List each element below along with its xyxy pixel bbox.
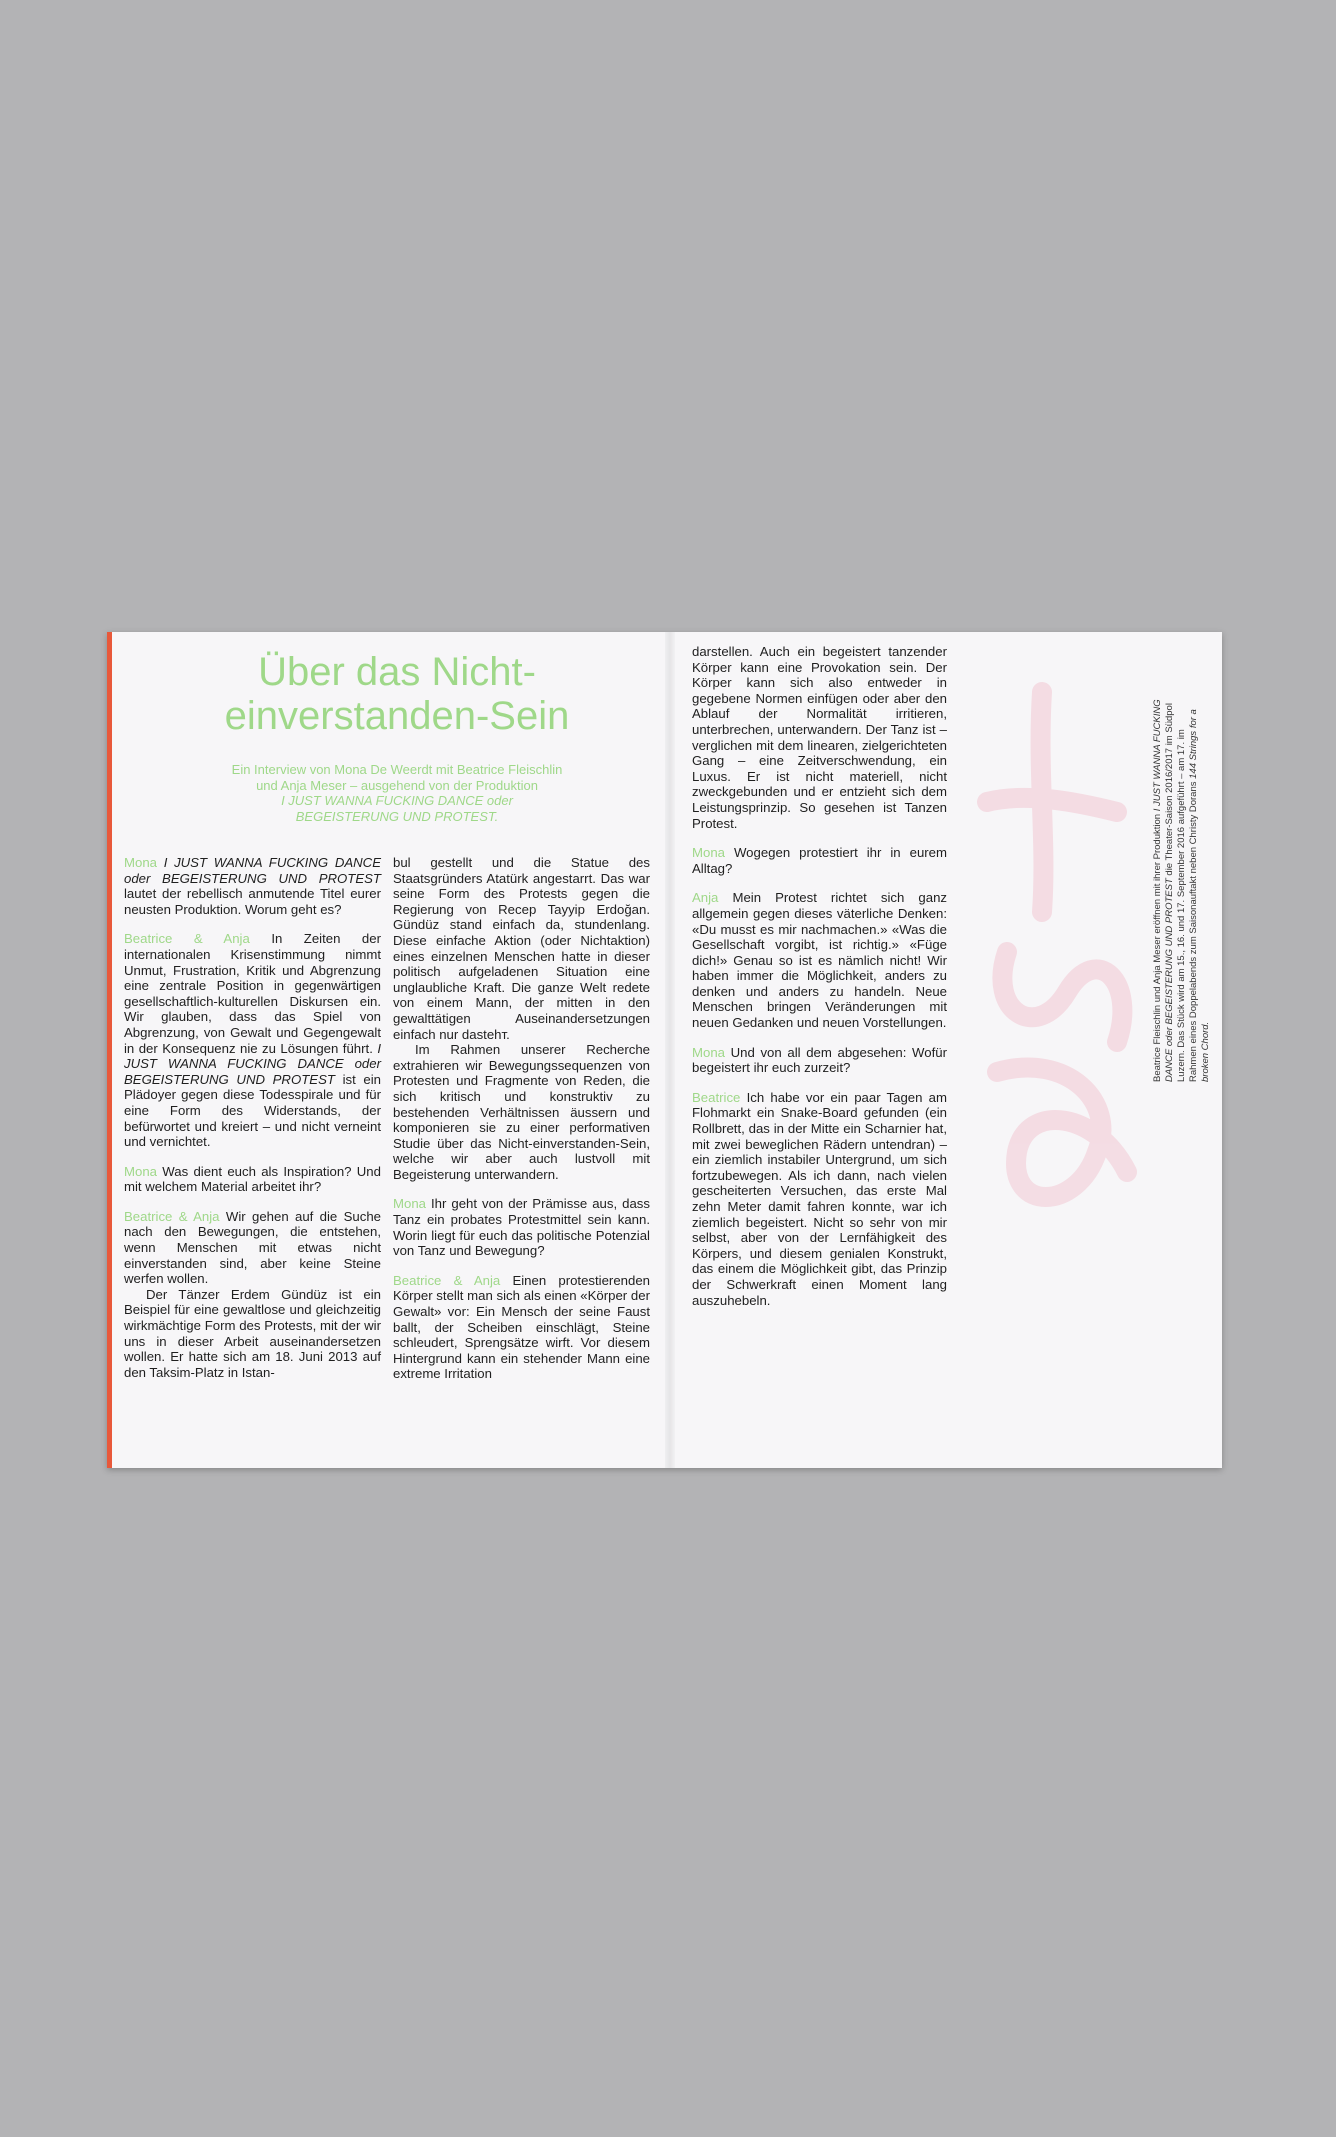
column-3 — [692, 644, 947, 1322]
speaker-label: Mona — [124, 855, 157, 870]
production-title: I JUST WANNA FUCKING DANCE oder BEGEISTERUNG UND PROTEST — [124, 855, 381, 886]
paragraph — [692, 1090, 947, 1308]
paragraph — [124, 855, 381, 917]
page-fold — [665, 632, 675, 1468]
column-2 — [393, 855, 650, 1396]
sidenote-title: 144 Strings for a broken Chord. — [1188, 709, 1211, 1082]
paragraph-text: Was dient euch als Inspiration? Und mit welchem Material arbeitet ihr? — [124, 1163, 381, 1195]
paragraph — [393, 1273, 650, 1382]
paragraph — [393, 1042, 650, 1182]
intro-line-3: I JUST WANNA FUCKING DANCE oder — [281, 793, 513, 808]
intro-credits — [187, 762, 607, 824]
paragraph-text: Ich habe vor ein paar Tagen am Flohmarkt ein Snake-Board gefunden (ein Rollbrett, das in der Mitte ein Scharnier hat, mit zwei beweglichen Rädern untendran) – ein ziemlich instabiler Untergrund, um sich fortzubewegen. Als ich dann, nach vielen gescheiterten Versuchen, das erste Mal zehn Meter damit fahren konnte, war ich ziemlich begeistert. Nicht so sehr von mir selbst, aber von der Lernfähigkeit des Körpers, und diesem genialen Konstrukt, das einem die Möglichkeit gibt, das Prinzip der Schwerkraft einen Moment lang auszuhebeln. — [692, 1089, 947, 1308]
paragraph-text: Wogegen protestiert ihr in eurem Alltag? — [692, 845, 947, 876]
paragraph-text: Im Rahmen unserer Recherche extrahieren wir Bewegungssequenzen von Protesten und Fragmente von Reden, die sich kritisch und konstruktiv zu bestehenden Verhältnissen äussern und komponieren sie zu einer performativen Studie über das Nicht-einverstanden-Sein, welche wir aber auch lustvoll mit Begeisterung unterwandern. — [393, 1042, 650, 1182]
paragraph-text: Ihr geht von der Prämisse aus, dass Tanz ein probates Protestmittel sein kann. Worin liegt für euch das politische Potenzial von Tanz und Bewegung? — [393, 1196, 650, 1259]
paragraph-text: Wir gehen auf die Suche nach den Bewegungen, die entstehen, wenn Menschen mit etwas nicht einverstanden sind, aber keine Steine werfen wollen. — [124, 1208, 381, 1287]
red-page-edge — [107, 632, 112, 1468]
speaker-label: Beatrice & Anja — [124, 931, 250, 947]
speaker-label: Mona — [692, 845, 725, 861]
paragraph — [692, 890, 947, 1030]
sidenote-title: I JUST WANNA FUCKING DANCE oder BEGEISTERUNG UND PROTEST — [1152, 699, 1175, 1082]
production-title: I JUST WANNA FUCKING DANCE oder BEGEISTERUNG UND PROTEST — [124, 1040, 381, 1087]
paragraph-text: bul gestellt und die Statue des Staatsgründers Atatürk angestarrt. Das war seine Form des Protests gegen die Regierung von Recep Tayyip Erdoğan. Gündüz stand einfach da, stundenlang. Diese einfache Aktion (oder Nichtaktion) eines einzelnen Menschen hatte in dieser politisch aufgeladenen Situation eine unglaubliche Kraft. Die ganze Welt redete von einem Mann, der mitten in den gewalttätigen Auseinandersetzungen einfach nur dastehт. — [393, 855, 650, 1042]
speaker-label: Beatrice & Anja — [124, 1208, 220, 1224]
speaker-label: Mona — [393, 1196, 426, 1212]
paragraph-text: ist ein Plädoyer gegen diese Todesspirale und für eine Form des Widerstands, der befürwortet und kreiert – und nicht verneint und vernichtet. — [124, 1071, 381, 1150]
magazine-spread — [107, 632, 1222, 1468]
paragraph — [393, 1196, 650, 1258]
speaker-label: Beatrice & Anja — [393, 1272, 501, 1288]
speaker-label: Mona — [692, 1044, 725, 1060]
paragraph — [692, 1045, 947, 1076]
paragraph-text: Einen protestierenden Körper stellt man sich als einen «Körper der Gewalt» vor: Ein Mensch der seine Faust ballt, der Scheiben einschlägt, Steine schleudert, Sprengsätze wirft. Vor diesem Hintergrund kann ein stehender Mann eine extreme Irritation — [393, 1272, 651, 1382]
paragraph — [124, 1164, 381, 1195]
paragraph-text: Mein Protest richtet sich ganz allgemein gegen dieses väterliche Denken: «Du musst es mir nachmachen.» «Was die Gesellschaft vorgibt, ist richtig.» «Füge dich!» Genau so ist es nämlich nicht! Wir haben immer die Möglichkeit, anders zu denken und anders zu handeln. Neue Menschen bringen Veränderungen mit neuen Gedanken und neuen Vorstellungen. — [692, 890, 947, 1031]
paragraph-text: Der Tänzer Erdem Gündüz ist ein Beispiel für eine gewaltlose und gleichzeitig wirkmächtige Form des Protests, mit der wir uns in dieser Arbeit auseinandersetzen wollen. Er hatte sich am 18. Juni 2013 auf den Taksim-Platz in Istan- — [124, 1286, 381, 1380]
paragraph — [393, 855, 650, 1042]
pink-brush-decoration — [947, 652, 1177, 1272]
sidenote-text: Beatrice Fleischlin und Anja Meser eröffnen mit ihrer Produktion — [1152, 813, 1163, 1082]
sidenote-text: die Theater-Saison 2016/2017 im Südpol Luzern. Das Stück wird am 15., 16. und 17. September 2016 aufgeführt – am 17. im Rahmen eines Doppelabends zum Saisonauftakt neben Christy Dorans — [1164, 703, 1199, 1082]
paragraph-text: lautet der rebellisch anmutende Titel eurer neusten Produktion. Worum geht es? — [124, 886, 381, 917]
article-title — [137, 650, 657, 738]
title-line-2: einverstanden-Sein — [224, 694, 570, 738]
column-1 — [124, 855, 381, 1394]
paragraph — [124, 931, 381, 1149]
paragraph-text: darstellen. Auch ein begeistert tanzender Körper kann eine Provokation sein. Der Körper kann sich also entweder in gegebene Normen einfügen oder aber den Ablauf der Normalität irritieren, unterbrechen, unterwandern. Der Tanz ist – verglichen mit dem linearen, zielgerichteten Gang – eine Zeitverschwendung, ein Luxus. Er ist nicht materiell, nicht zweckgebunden und er entzieht sich dem Leistungsprinzip. So gesehen ist Tanzen Protest. — [692, 644, 947, 831]
speaker-label: Mona — [124, 1163, 157, 1179]
intro-line-4: BEGEISTERUNG UND PROTEST. — [295, 808, 499, 824]
intro-line-2: und Anja Meser – ausgehend von der Produktion — [256, 777, 538, 793]
intro-line-1: Ein Interview von Mona De Weerdt mit Beatrice Fleischlin — [231, 762, 563, 777]
speaker-label: Anja — [692, 890, 719, 906]
title-line-1: Über das Nicht- — [258, 650, 536, 694]
paragraph — [124, 1209, 381, 1287]
paragraph — [124, 1287, 381, 1381]
production-sidenote — [1152, 692, 1212, 1082]
speaker-label: Beatrice — [692, 1089, 741, 1105]
paragraph-text: Und von all dem abgesehen: Wofür begeistert ihr euch zurzeit? — [692, 1044, 947, 1076]
paragraph-text: In Zeiten der internationalen Krisenstimmung nimmt Unmut, Frustration, Kritik und Abgrenzung eine zentrale Position in gegenwärtigen gesellschaftlich-kulturellen Diskursen ein. Wir glauben, dass das Spiel von Abgrenzung, von Gewalt und Gegengewalt in der Konsequenz nie zu Lösungen führt. — [124, 931, 381, 1056]
paragraph — [692, 644, 947, 831]
paragraph — [692, 845, 947, 876]
